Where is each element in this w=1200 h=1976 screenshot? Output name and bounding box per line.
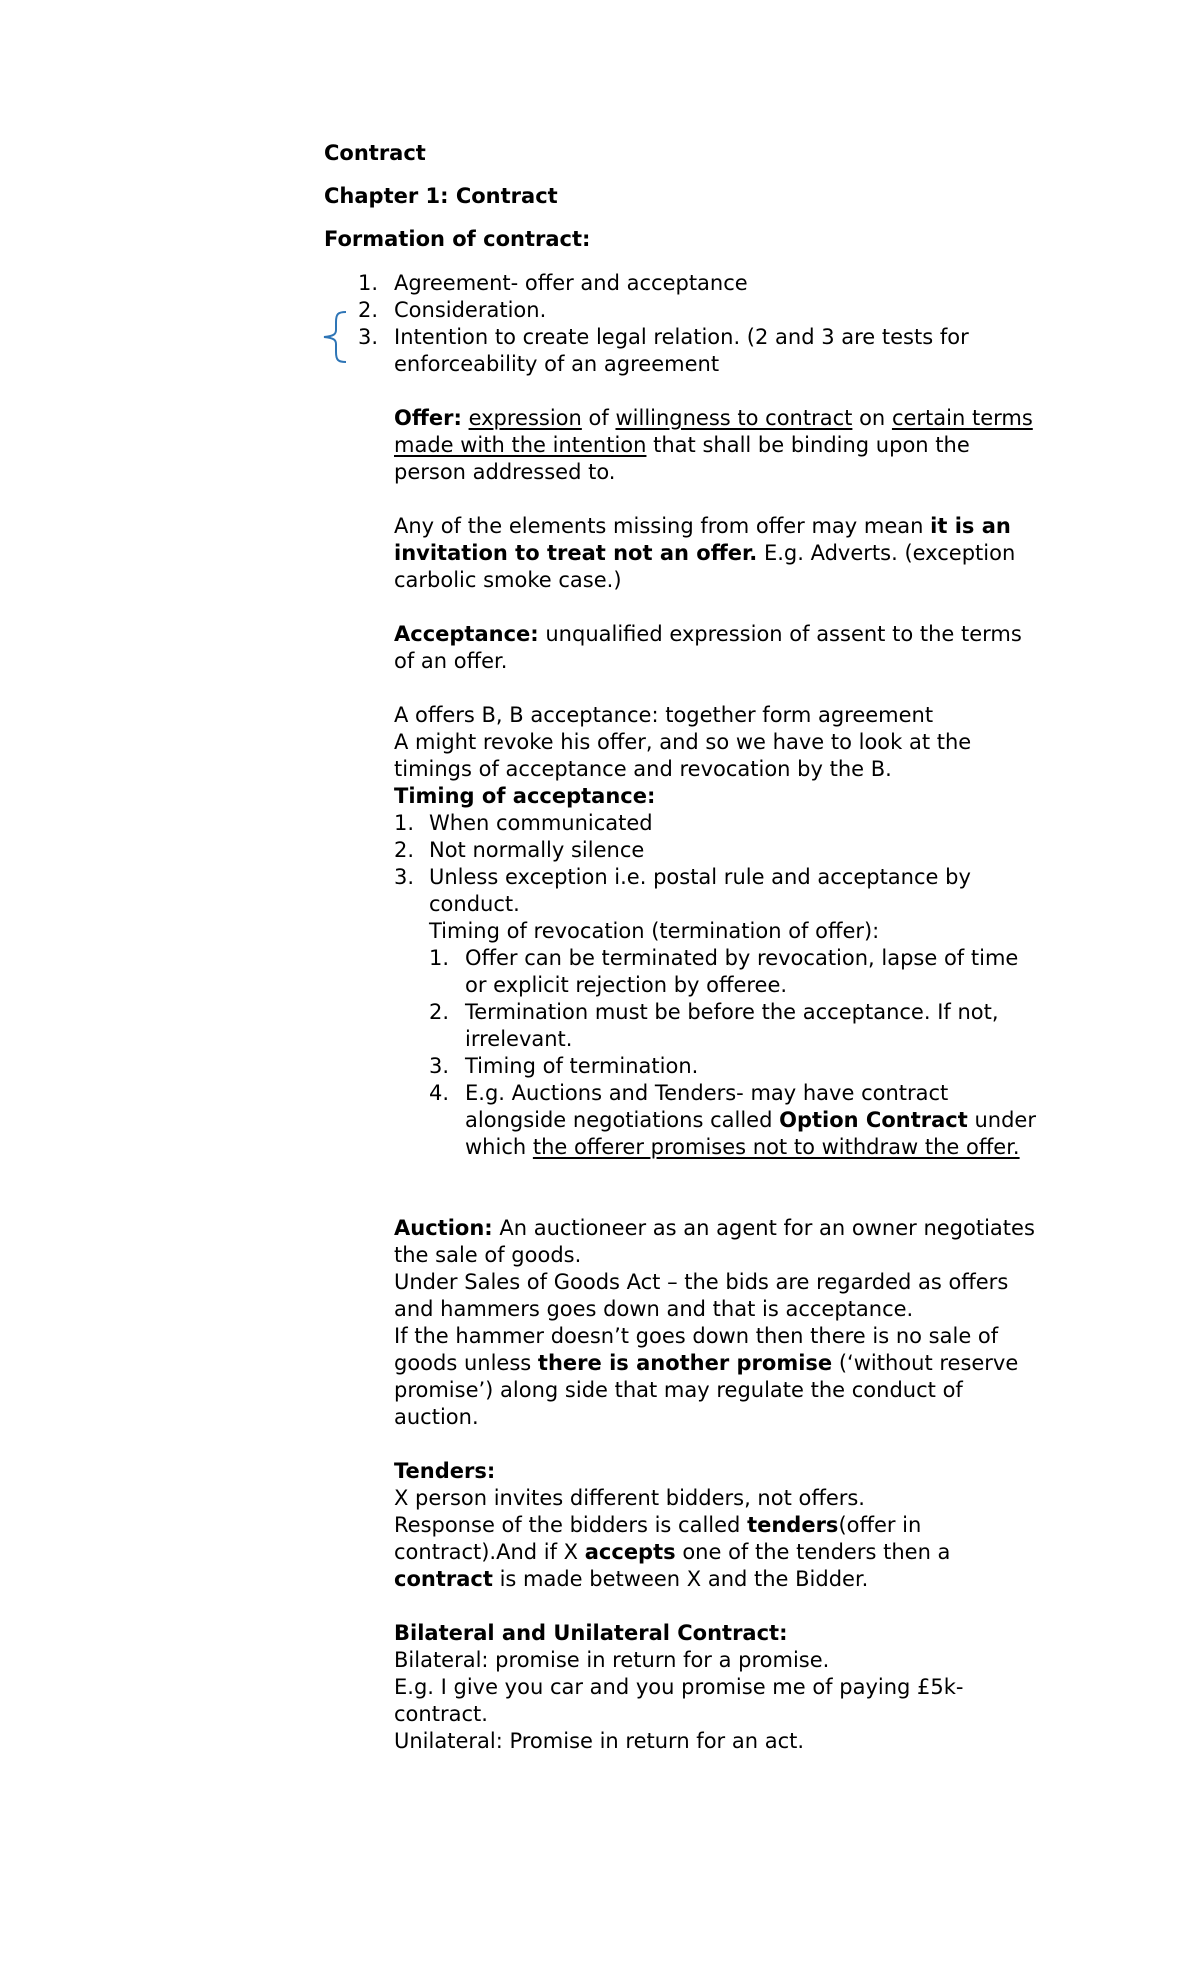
list-item-continuation: irrelevant. bbox=[465, 1027, 573, 1051]
list-item: Offer can be terminated by revocation, lapse of time bbox=[465, 946, 1019, 970]
agreement-line-1: A offers B, B acceptance: together form agreement bbox=[394, 703, 934, 727]
list-item: Intention to create legal relation. (2 and 3 are tests for bbox=[394, 325, 969, 349]
list-number: 4. bbox=[429, 1081, 450, 1105]
offer-text: of bbox=[588, 406, 609, 430]
offer-text: that shall be binding upon the bbox=[653, 433, 970, 457]
timing-heading: Timing of acceptance: bbox=[394, 784, 656, 808]
list-item: Not normally silence bbox=[429, 838, 645, 862]
list-item-continuation: or explicit rejection by offeree. bbox=[465, 973, 788, 997]
list-item: Termination must be before the acceptance. If not, bbox=[465, 1000, 999, 1024]
offer-term-intention: made with the intention bbox=[394, 433, 647, 457]
list-number: 3. bbox=[429, 1054, 450, 1078]
acceptance-line-1 bbox=[394, 621, 1022, 648]
auction-text: An auctioneer as an agent for an owner negotiates bbox=[499, 1216, 1035, 1240]
invitation-line-1 bbox=[394, 513, 1011, 540]
acceptance-line-2: of an offer. bbox=[394, 649, 508, 673]
list-item: Timing of termination. bbox=[465, 1054, 699, 1078]
bilateral-line-4: Unilateral: Promise in return for an act. bbox=[394, 1729, 805, 1753]
auction-line-3: Under Sales of Goods Act – the bids are regarded as offers bbox=[394, 1270, 1009, 1294]
auction-line-5: If the hammer doesn’t goes down then there is no sale of bbox=[394, 1324, 999, 1348]
offer-term-certain: certain terms bbox=[891, 406, 1033, 430]
list-item-continuation: enforceability of an agreement bbox=[394, 352, 720, 376]
list-number: 1. bbox=[394, 811, 415, 835]
invitation-line-3: carbolic smoke case.) bbox=[394, 568, 622, 592]
option-emphasis: Option Contract bbox=[779, 1108, 968, 1132]
revocation-heading: Timing of revocation (termination of offer): bbox=[429, 919, 880, 943]
tenders-label: Tenders: bbox=[394, 1459, 496, 1483]
tenders-emphasis: accepts bbox=[584, 1540, 676, 1564]
list-number: 1. bbox=[358, 271, 379, 295]
tenders-line-2 bbox=[394, 1512, 921, 1539]
tenders-line-1: X person invites different bidders, not offers. bbox=[394, 1486, 865, 1510]
tenders-text: one of the tenders then a bbox=[682, 1540, 951, 1564]
offer-label: Offer: bbox=[394, 406, 462, 430]
invitation-line-2 bbox=[394, 540, 1015, 567]
acceptance-text: unqualified expression of assent to the terms bbox=[545, 622, 1022, 646]
tenders-line-4 bbox=[394, 1566, 868, 1593]
list-number: 2. bbox=[358, 298, 379, 322]
list-number: 2. bbox=[394, 838, 415, 862]
list-number: 3. bbox=[394, 865, 415, 889]
list-item: When communicated bbox=[429, 811, 653, 835]
offer-line-3: person addressed to. bbox=[394, 460, 616, 484]
tenders-emphasis: tenders bbox=[747, 1513, 839, 1537]
option-text: which bbox=[465, 1135, 527, 1159]
auction-text: goods unless bbox=[394, 1351, 532, 1375]
offer-line-2 bbox=[394, 432, 970, 459]
chapter-heading: Chapter 1: Contract bbox=[324, 184, 558, 208]
tenders-emphasis: contract bbox=[394, 1567, 493, 1591]
bilateral-line-2: E.g. I give you car and you promise me of paying £5k- bbox=[394, 1675, 964, 1699]
list-number: 3. bbox=[358, 325, 379, 349]
bracket-annotation-icon bbox=[318, 310, 352, 364]
tenders-text: Response of the bidders is called bbox=[394, 1513, 741, 1537]
offer-term-willingness: willingness to contract bbox=[615, 406, 853, 430]
option-line-3 bbox=[465, 1134, 1020, 1161]
auction-line-1 bbox=[394, 1215, 1035, 1242]
invitation-emphasis: it is an bbox=[930, 514, 1011, 538]
option-underlined: the offerer promises not to withdraw the offer. bbox=[532, 1135, 1020, 1159]
formation-heading: Formation of contract: bbox=[324, 227, 591, 251]
option-text: alongside negotiations called bbox=[465, 1108, 773, 1132]
agreement-line-3: timings of acceptance and revocation by the B. bbox=[394, 757, 892, 781]
offer-line-1 bbox=[394, 405, 1033, 432]
doc-title: Contract bbox=[324, 141, 426, 165]
auction-label: Auction: bbox=[394, 1216, 493, 1240]
list-number: 2. bbox=[429, 1000, 450, 1024]
invitation-text: E.g. Adverts. (exception bbox=[763, 541, 1016, 565]
list-item: Agreement- offer and acceptance bbox=[394, 271, 748, 295]
bilateral-heading: Bilateral and Unilateral Contract: bbox=[394, 1621, 788, 1645]
tenders-line-3 bbox=[394, 1539, 950, 1566]
bilateral-line-3: contract. bbox=[394, 1702, 488, 1726]
auction-line-6 bbox=[394, 1350, 1018, 1377]
list-item: Unless exception i.e. postal rule and acceptance by bbox=[429, 865, 971, 889]
auction-line-2: the sale of goods. bbox=[394, 1243, 582, 1267]
invitation-emphasis: invitation to treat not an offer. bbox=[394, 541, 758, 565]
auction-line-8: auction. bbox=[394, 1405, 479, 1429]
bilateral-line-1: Bilateral: promise in return for a promise. bbox=[394, 1648, 830, 1672]
list-number: 1. bbox=[429, 946, 450, 970]
auction-text: (‘without reserve bbox=[838, 1351, 1019, 1375]
acceptance-label: Acceptance: bbox=[394, 622, 539, 646]
list-item: E.g. Auctions and Tenders- may have contract bbox=[465, 1081, 949, 1105]
option-text: under bbox=[974, 1108, 1036, 1132]
invitation-text: Any of the elements missing from offer may mean bbox=[394, 514, 924, 538]
option-line-2 bbox=[465, 1107, 1036, 1134]
tenders-text: (offer in bbox=[838, 1513, 922, 1537]
list-item-continuation: conduct. bbox=[429, 892, 520, 916]
tenders-text: is made between X and the Bidder. bbox=[499, 1567, 869, 1591]
auction-emphasis: there is another promise bbox=[537, 1351, 833, 1375]
offer-text: on bbox=[859, 406, 886, 430]
list-item: Consideration. bbox=[394, 298, 547, 322]
tenders-text: contract).And if X bbox=[394, 1540, 579, 1564]
offer-term-expression: expression bbox=[468, 406, 582, 430]
agreement-line-2: A might revoke his offer, and so we have to look at the bbox=[394, 730, 972, 754]
auction-line-7: promise’) along side that may regulate the conduct of bbox=[394, 1378, 963, 1402]
auction-line-4: and hammers goes down and that is acceptance. bbox=[394, 1297, 914, 1321]
